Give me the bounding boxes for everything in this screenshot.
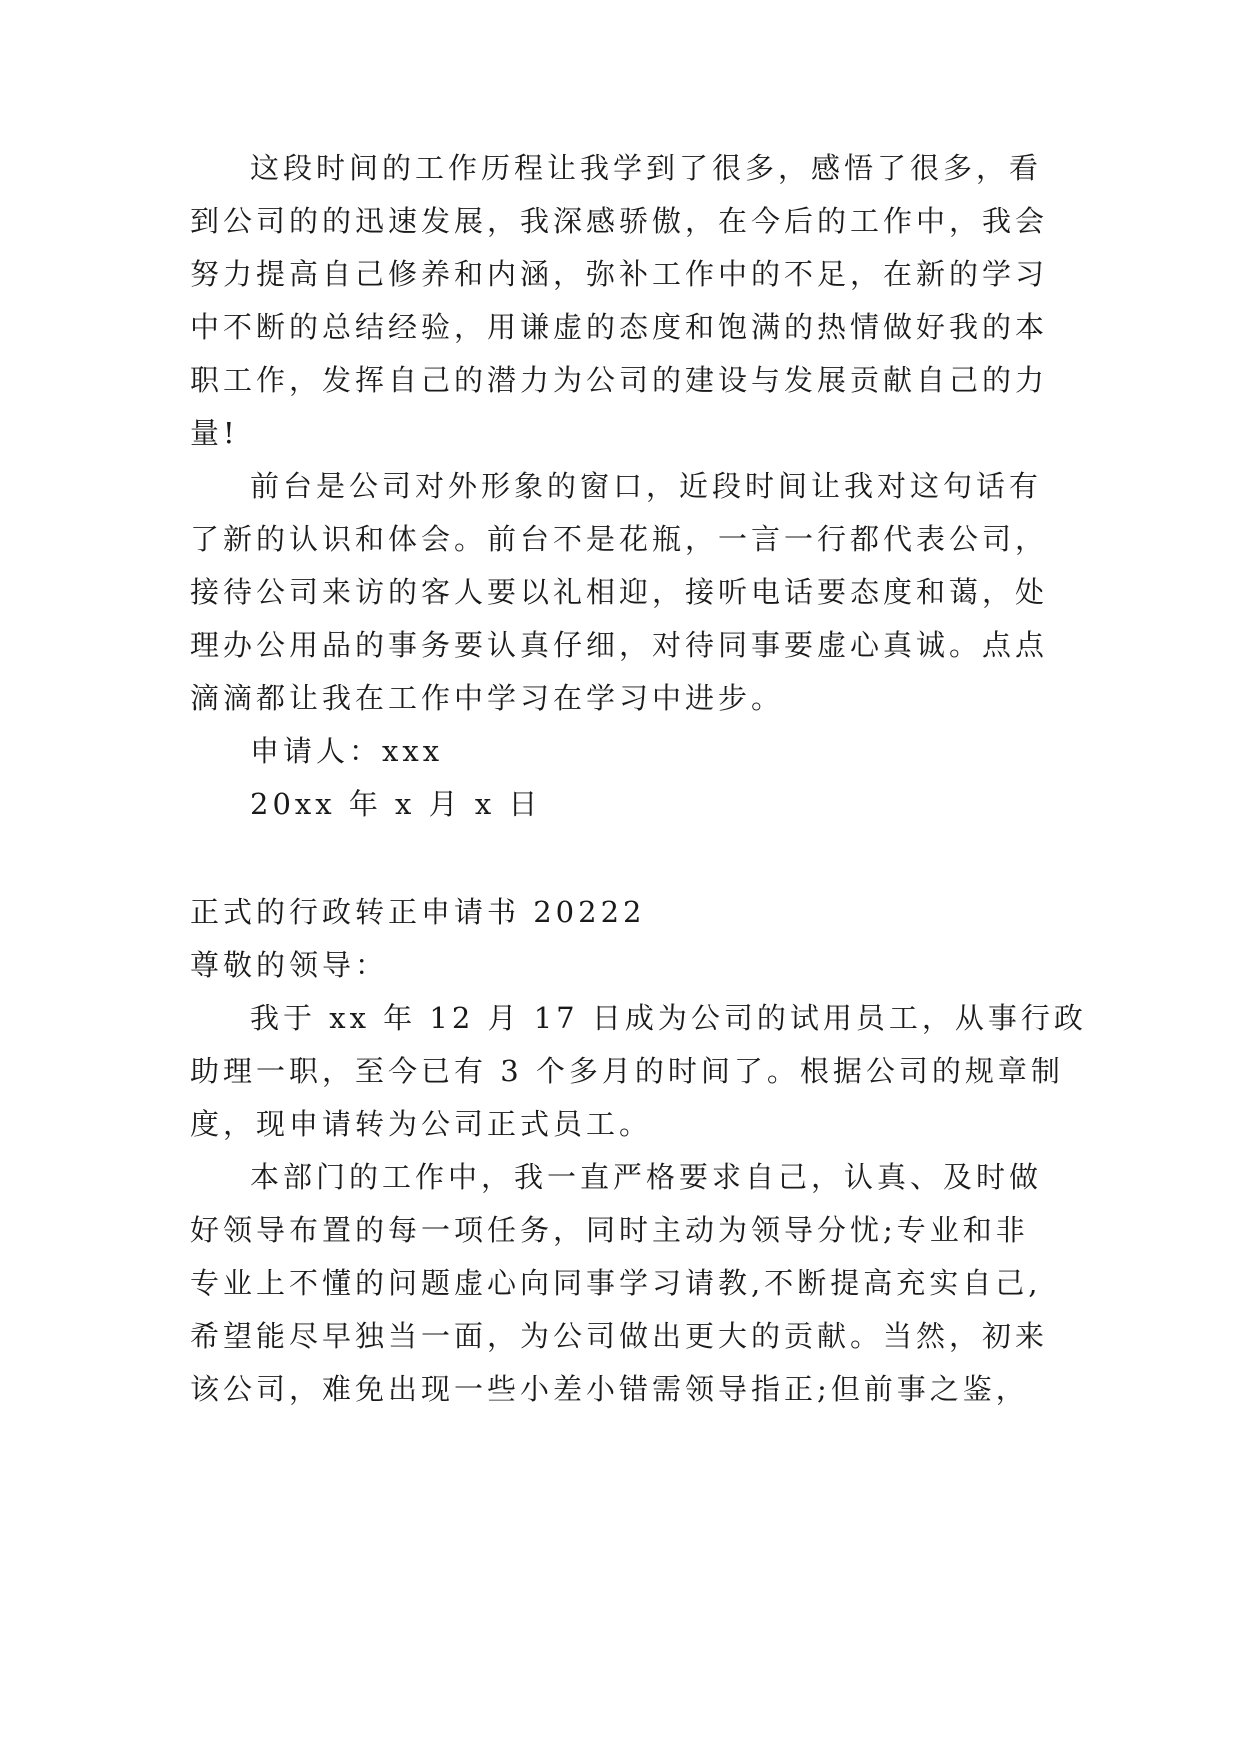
paragraph-line: 前台是公司对外形象的窗口，近段时间让我对这句话有: [250, 469, 1043, 503]
paragraph-line: 该公司，难免出现一些小差小错需领导指正;但前事之鉴，: [190, 1372, 1029, 1406]
document-title: 正式的行政转正申请书 20222: [190, 895, 646, 929]
paragraph-line: 中不断的总结经验，用谦虚的态度和饱满的热情做好我的本: [190, 310, 1049, 344]
paragraph-line: 专业上不懂的问题虚心向同事学习请教,不断提高充实自己,: [190, 1266, 1042, 1300]
paragraph-line: 滴滴都让我在工作中学习在学习中进步。: [190, 681, 785, 715]
paragraph-line: 好领导布置的每一项任务，同时主动为领导分忧;专业和非: [190, 1213, 1029, 1247]
paragraph-line: 到公司的的迅速发展，我深感骄傲，在今后的工作中，我会: [190, 204, 1049, 238]
paragraph-line: 努力提高自己修养和内涵，弥补工作中的不足，在新的学习: [190, 257, 1049, 291]
paragraph-line: 接待公司来访的客人要以礼相迎，接听电话要态度和蔼，处: [190, 575, 1049, 609]
paragraph-line: 了新的认识和体会。前台不是花瓶，一言一行都代表公司，: [190, 522, 1049, 556]
paragraph-line: 本部门的工作中，我一直严格要求自己，认真、及时做: [250, 1160, 1043, 1194]
paragraph-line: 职工作，发挥自己的潜力为公司的建设与发展贡献自己的力: [190, 363, 1049, 397]
applicant-signature: 申请人：xxx: [250, 734, 444, 768]
paragraph-line: 助理一职，至今已有 3 个多月的时间了。根据公司的规章制: [190, 1054, 1064, 1088]
paragraph-line: 量!: [190, 416, 239, 450]
signature-date: 20xx 年 x 月 x 日: [250, 787, 542, 821]
paragraph-line: 度，现申请转为公司正式员工。: [190, 1107, 653, 1141]
salutation: 尊敬的领导：: [190, 948, 389, 982]
paragraph-line: 理办公用品的事务要认真仔细，对待同事要虚心真诚。点点: [190, 628, 1049, 662]
paragraph-line: 这段时间的工作历程让我学到了很多，感悟了很多，看: [250, 151, 1043, 185]
paragraph-line: 我于 xx 年 12 月 17 日成为公司的试用员工，从事行政: [250, 1001, 1087, 1035]
paragraph-line: 希望能尽早独当一面，为公司做出更大的贡献。当然，初来: [190, 1319, 1049, 1353]
